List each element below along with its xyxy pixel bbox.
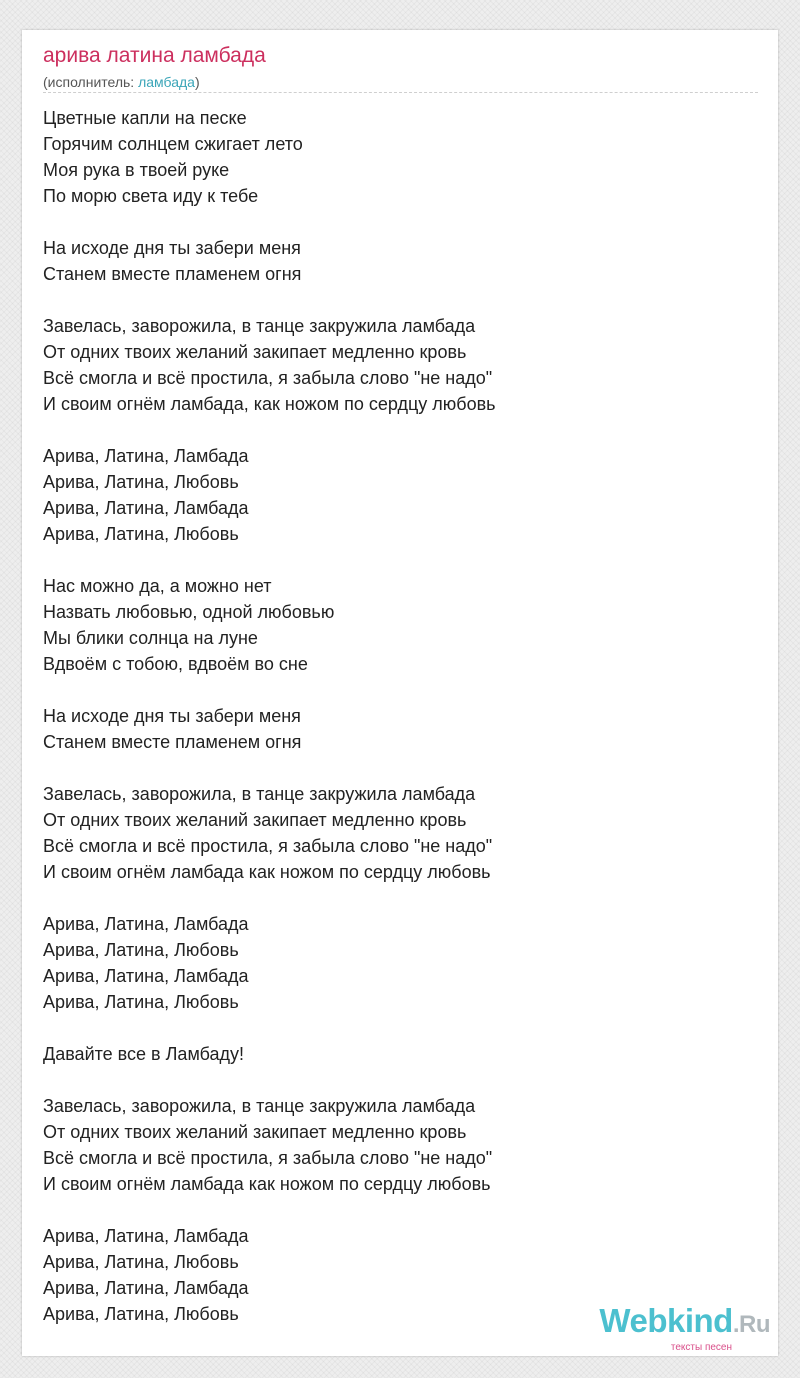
lyric-line: Арива, Латина, Ламбада: [43, 1278, 249, 1298]
stanza-break: [43, 1197, 743, 1223]
lyric-line: Арива, Латина, Любовь: [43, 472, 239, 492]
lyric-line: Арива, Латина, Ламбада: [43, 446, 249, 466]
lyric-line: Арива, Латина, Любовь: [43, 940, 239, 960]
lyric-line: Вдвоём с тобою, вдвоём во сне: [43, 654, 308, 674]
lyric-line: По морю света иду к тебе: [43, 186, 259, 206]
lyric-line: Завелась, заворожила, в танце закружила ламбада: [43, 784, 476, 804]
lyric-line: Всё смогла и всё простила, я забыла слово "не надо": [43, 836, 493, 856]
watermark-logo: [599, 1304, 770, 1342]
lyrics-text: [43, 105, 743, 1327]
lyric-line: Арива, Латина, Любовь: [43, 992, 239, 1012]
artist-line: [43, 73, 200, 91]
site-watermark: [599, 1304, 770, 1353]
stanza-break: [43, 1015, 743, 1041]
lyric-line: Арива, Латина, Ламбада: [43, 1226, 249, 1246]
watermark-tld: .Ru: [732, 1311, 770, 1338]
stanza-break: [43, 885, 743, 911]
lyric-line: Моя рука в твоей руке: [43, 160, 230, 180]
lyric-line: Завелась, заворожила, в танце закружила ламбада: [43, 1096, 476, 1116]
artist-suffix: ): [194, 74, 200, 90]
artist-prefix: (исполнитель:: [43, 74, 139, 90]
stanza-break: [43, 677, 743, 703]
stanza-break: [43, 1067, 743, 1093]
watermark-tagline: тексты песен: [670, 1342, 732, 1353]
lyric-line: От одних твоих желаний закипает медленно кровь: [43, 1122, 467, 1142]
lyric-line: На исходе дня ты забери меня: [43, 706, 301, 726]
lyric-line: Мы блики солнца на луне: [43, 628, 258, 648]
lyric-line: Арива, Латина, Ламбада: [43, 966, 249, 986]
lyric-line: И своим огнём ламбада как ножом по сердцу любовь: [43, 862, 491, 882]
lyric-line: Арива, Латина, Ламбада: [43, 498, 249, 518]
lyric-line: Всё смогла и всё простила, я забыла слово "не надо": [43, 1148, 493, 1168]
lyric-line: И своим огнём ламбада как ножом по сердцу любовь: [43, 1174, 491, 1194]
stanza-break: [43, 547, 743, 573]
stanza-break: [43, 287, 743, 313]
lyric-line: Всё смогла и всё простила, я забыла слово "не надо": [43, 368, 493, 388]
lyric-line: Горячим солнцем сжигает лето: [43, 134, 303, 154]
watermark-name: Webkind: [599, 1302, 733, 1339]
lyric-line: Станем вместе пламенем огня: [43, 264, 302, 284]
lyric-line: На исходе дня ты забери меня: [43, 238, 301, 258]
lyric-line: Арива, Латина, Любовь: [43, 1304, 239, 1324]
stanza-break: [43, 209, 743, 235]
stanza-break: [43, 417, 743, 443]
lyrics-card: [22, 30, 778, 1356]
stanza-break: [43, 755, 743, 781]
lyric-line: Арива, Латина, Любовь: [43, 524, 239, 544]
song-title: арива латина ламбада: [43, 44, 266, 67]
lyric-line: Назвать любовью, одной любовью: [43, 602, 335, 622]
lyric-line: Арива, Латина, Любовь: [43, 1252, 239, 1272]
lyric-line: Станем вместе пламенем огня: [43, 732, 302, 752]
artist-link[interactable]: ламбада: [138, 74, 195, 90]
lyric-line: От одних твоих желаний закипает медленно кровь: [43, 342, 467, 362]
lyric-line: Давайте все в Ламбаду!: [43, 1044, 245, 1064]
lyric-line: От одних твоих желаний закипает медленно кровь: [43, 810, 467, 830]
lyric-line: Завелась, заворожила, в танце закружила ламбада: [43, 316, 476, 336]
title-divider: [43, 92, 758, 93]
lyric-line: И своим огнём ламбада, как ножом по сердцу любовь: [43, 394, 496, 414]
lyric-line: Цветные капли на песке: [43, 108, 247, 128]
lyric-line: Нас можно да, а можно нет: [43, 576, 272, 596]
lyric-line: Арива, Латина, Ламбада: [43, 914, 249, 934]
